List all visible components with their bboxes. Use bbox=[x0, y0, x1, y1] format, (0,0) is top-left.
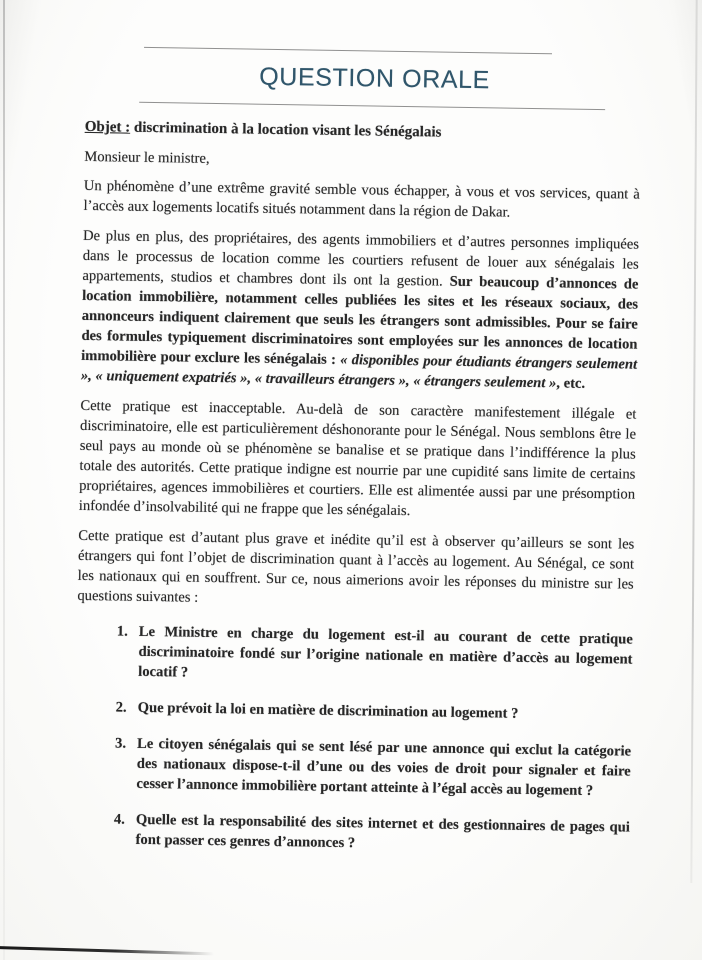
title-rule-bottom bbox=[139, 102, 605, 110]
question-item-1 bbox=[116, 621, 633, 689]
paragraph-2-bold: Sur beaucoup d’annonces de location immobilière, notamment celles publiées les sites et les réseaux sociaux, des annonceurs indiquent clairement que seuls les étrangers sont admissibles. Pour se faire des formules typiquement discriminatoires sont employées sur les annonces de location immobilière pour exclure les sénégalais : bbox=[81, 273, 639, 368]
question-item-2 bbox=[116, 697, 632, 725]
question-text: Que prévoit la loi en matière de discrimination au logement ? bbox=[137, 699, 519, 722]
subject-label: Objet : bbox=[84, 118, 131, 136]
question-text: Quelle est la responsabilité des sites internet et des gestionnaires de pages qui font passer ces genres d’annonces ? bbox=[135, 811, 630, 852]
subject-text: discrimination à la location visant les Sénégalais bbox=[130, 119, 442, 141]
title-rule-top bbox=[144, 47, 552, 54]
question-text: Le Ministre en charge du logement est-il au courant de cette pratique discriminatoire fondé sur l’origine nationale en matière d’accès au logement locatif ? bbox=[138, 623, 633, 681]
question-number: 1. bbox=[116, 623, 128, 640]
salutation: Monsieur le ministre, bbox=[84, 148, 210, 167]
question-number: 3. bbox=[114, 735, 127, 752]
question-item-4 bbox=[113, 809, 630, 857]
paragraph-1: Un phénomène d’une extrême gravité semble vous échapper, à vous et vos services, quant à l’accès aux logements locatifs situés notamment dans la région de Dakar. bbox=[83, 177, 640, 221]
title-block bbox=[139, 47, 610, 110]
paragraph-2-bold-end: , etc. bbox=[556, 375, 586, 392]
question-item-3 bbox=[114, 733, 631, 801]
paragraph-2 bbox=[81, 226, 639, 395]
paragraph-2-bold-italic-quotes: « disponibles pour étudiants étrangers seulement », « uniquement expatriés », « travailleurs étrangers », « étrangers seulement » bbox=[80, 351, 638, 392]
paragraph-3: Cette pratique est inacceptable. Au-delà de son caractère manifestement illégale et discriminatoire, elle est particulièrement déshonorante pour le Sénégal. Nous semblons être le seul pays au monde où se phénomène se banalise et se pratique dans l’indifférence la plus totale des autorités. Cette pratique indigne est nourrie par une cupidité sans limite de certains propriétaires, agences immobilières et courtiers. Elle est alimentée aussi par une présomption infondée d’insolvabilité qui ne frappe que les sénégalais. bbox=[78, 397, 637, 520]
subject-line bbox=[85, 119, 641, 145]
questions-list bbox=[113, 621, 633, 857]
paper-bottom-edge-shadow bbox=[0, 946, 214, 955]
paragraph-2-normal: De plus en plus, des propriétaires, des agents immobiliers et d’autres personnes impliquées dans le processus de location comme les courtiers refusent de louer aux sénégalais les appartements, studios et chambres dont ils ont la gestion. bbox=[82, 227, 640, 290]
question-text: Le citoyen sénégalais qui se sent lésé par une annonce qui exclut la catégorie des nationaux dispose-t-il d’une ou des voies de droit pour signaler et faire cesser l’annonce immobilière portant atteinte à l’égal accès au logement ? bbox=[136, 735, 632, 799]
question-number: 4. bbox=[113, 811, 125, 828]
question-number: 2. bbox=[115, 699, 127, 716]
paragraph-4: Cette pratique est d’autant plus grave et inédite qu’il est à observer qu’ailleurs se sont les étrangers qui font l’objet de discrimination quant à l’accès au logement. Au Sénégal, ce sont les nationaux qui en souffrent. Sur ce, nous aimerions avoir les réponses du ministre sur les questions suivantes : bbox=[77, 527, 635, 606]
page-title: QUESTION ORALE bbox=[259, 62, 491, 95]
